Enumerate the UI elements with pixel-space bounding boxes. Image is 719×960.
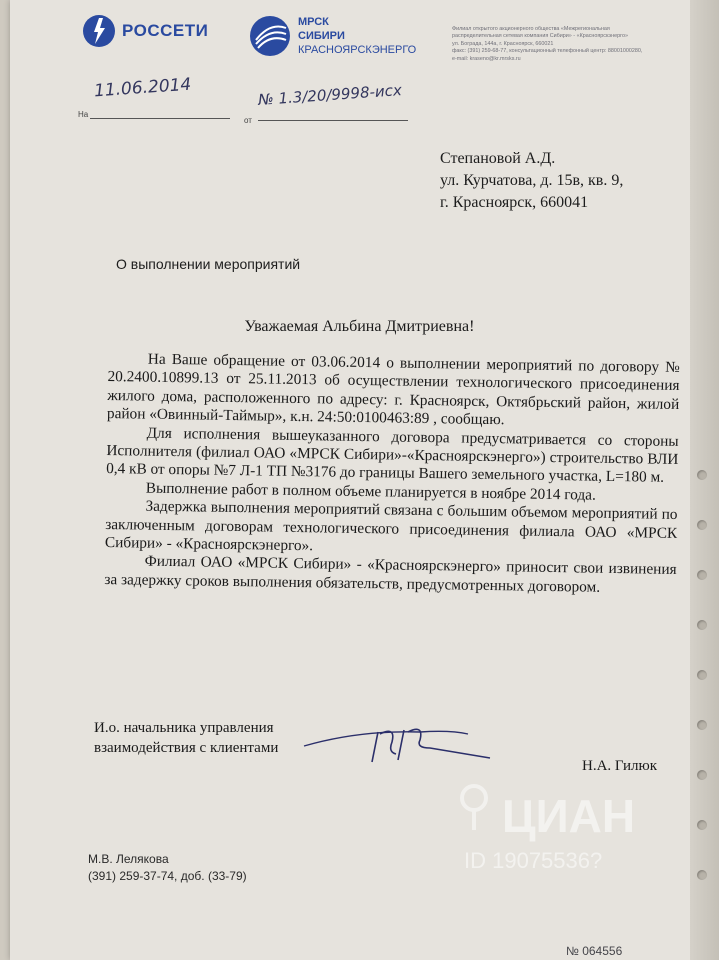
paragraph: Филиал ОАО «МРСК Сибири» - «Красноярскэнерго» приносит свои извинения за задержку сроков выполнения обязательств, предусмотренных договором. <box>104 553 677 596</box>
cian-watermark <box>446 770 676 880</box>
paragraph: На Ваше обращение от 03.06.2014 о выполнении мероприятий по договору № 20.2400.10899.13 от 25.11.2013 об осуществлении технологического присоединения жилого дома, расположенного по адресу: г. Красноярск, Октябрьский район, жилой район «Овинный-Таймыр», к.н. 24:50:0100463:89 , сообщаю. <box>106 350 680 429</box>
handwritten-number: № 1.3/20/9998-исх <box>257 81 403 109</box>
date-line <box>90 118 230 119</box>
mrsk-logo <box>248 14 416 58</box>
number-line <box>258 120 408 121</box>
org-line: Филиал открытого акционерного общества «Межрегиональная <box>452 26 610 32</box>
rosseti-emblem-icon <box>82 14 116 48</box>
addressee-block <box>440 148 623 214</box>
signer-name: Н.А. Гилюк <box>582 758 658 774</box>
mrsk-line1: МРСК <box>298 16 329 28</box>
salutation: Уважаемая Альбина Дмитриевна! <box>244 318 475 335</box>
addressee-street: ул. Курчатова, д. 15в, кв. 9, <box>440 172 624 189</box>
paragraph: Для исполнения вышеуказанного договора предусматривается со стороны Исполнителя (филиал ОАО «МРСК Сибири»-«Красноярскэнерго») строительство ВЛИ 0,4 кВ от опоры №7 Л-1 ТП №3176 до границы Вашего земельного участка, L=180 м. <box>105 424 679 487</box>
org-line: e-mail: kraseno@kr.mrsks.ru <box>452 55 521 62</box>
letter-subject: О выполнении мероприятий <box>116 256 301 272</box>
watermark-brand: ЦИАН <box>502 790 636 842</box>
paragraph: Задержка выполнения мероприятий связана с большим объемом мероприятий по заключенным договорам технологического присоединения филиала ОАО «МРСК Сибири» - «Красноярскэнерго». <box>104 497 678 555</box>
handwritten-date: 11.06.2014 <box>93 74 192 102</box>
signatory-title <box>94 718 278 758</box>
signatory-title-line1: И.о. начальника управления <box>94 720 274 736</box>
executor-name: М.В. Лелякова <box>88 852 169 866</box>
watermark-id: ID 19075536? <box>464 848 603 873</box>
rosseti-logo <box>82 14 208 48</box>
addressee-city: г. Красноярск, 660041 <box>440 194 589 211</box>
mrsk-emblem-icon <box>248 14 292 58</box>
executor-block <box>88 851 247 885</box>
org-line: распределительная сетевая компания Сибири» - «Красноярскэнерго» <box>452 33 628 40</box>
org-line: факс: (391) 259-68-77, консультационный телефонный центр: 88001000280, <box>452 48 643 55</box>
stamp-number: № 064556 <box>566 944 623 958</box>
label-ot: от <box>244 116 252 125</box>
rosseti-name: РОССЕТИ <box>122 21 209 40</box>
mrsk-line2: СИБИРИ <box>298 30 345 42</box>
org-line: ул. Бограда, 144а, г. Красноярск, 660021 <box>452 40 554 47</box>
label-na: На <box>78 110 89 119</box>
page-edge <box>690 0 719 960</box>
letter-body <box>104 350 680 598</box>
paragraph: Выполнение работ в полном объеме планируется в ноябре 2014 года. <box>145 479 596 504</box>
handwritten-signature <box>300 712 500 772</box>
signatory-title-line2: взаимодействия с клиентами <box>94 740 279 756</box>
executor-phone: (391) 259-37-74, доб. (33-79) <box>88 869 247 883</box>
org-contact-block <box>452 26 692 63</box>
mrsk-line3: КРАСНОЯРСКЭНЕРГО <box>298 44 417 56</box>
addressee-name: Степановой А.Д. <box>440 150 556 167</box>
